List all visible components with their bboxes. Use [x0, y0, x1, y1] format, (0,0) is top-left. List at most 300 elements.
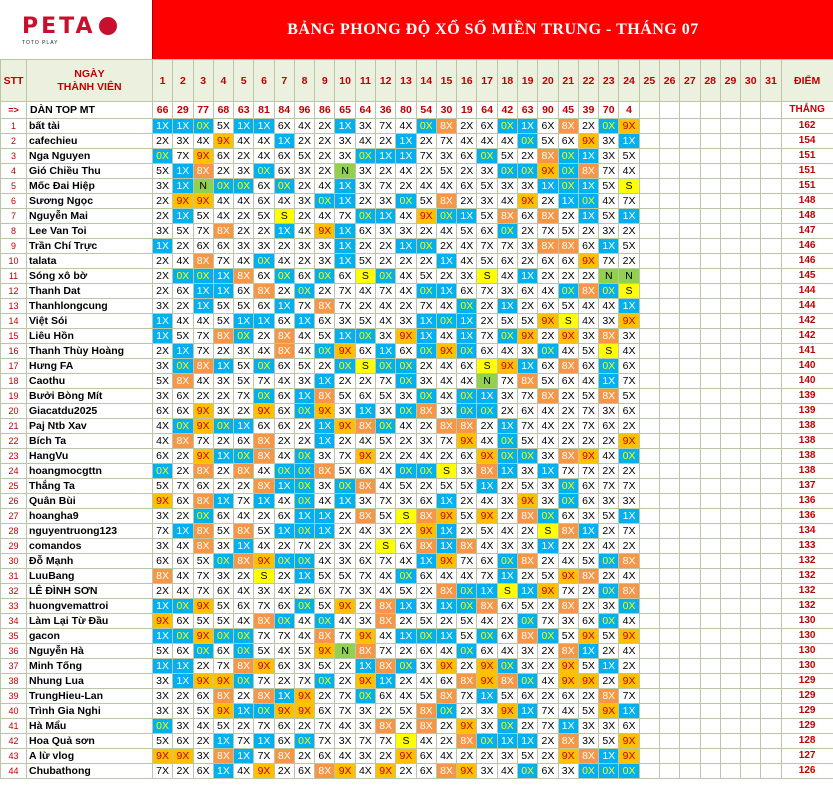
- day-cell: 0X: [599, 584, 619, 599]
- empty-day-cell: [700, 224, 720, 239]
- day-cell: 0X: [619, 764, 639, 779]
- day-cell: 7X: [213, 254, 233, 269]
- member-name: LÊ ĐÌNH SƠN: [26, 584, 152, 599]
- day-cell: 2X: [234, 479, 254, 494]
- day-cell: 2X: [457, 494, 477, 509]
- dan-value: 39: [578, 102, 598, 119]
- day-cell: 1X: [538, 539, 558, 554]
- empty-day-cell: [741, 209, 761, 224]
- member-row: [1, 614, 833, 629]
- day-cell: 4X: [376, 314, 396, 329]
- member-stt: 28: [1, 524, 27, 539]
- day-cell: 6X: [274, 119, 294, 134]
- member-score: 128: [781, 734, 833, 749]
- day-cell: 2X: [477, 314, 497, 329]
- empty-day-cell: [761, 509, 781, 524]
- day-cell: 6X: [416, 494, 436, 509]
- day-cell: 4X: [376, 479, 396, 494]
- day-cell: 8X: [254, 449, 274, 464]
- day-cell: 1X: [315, 419, 335, 434]
- member-stt: 43: [1, 749, 27, 764]
- day-cell: 0X: [477, 629, 497, 644]
- day-cell: 8X: [152, 569, 172, 584]
- member-stt: 15: [1, 329, 27, 344]
- empty-day-cell: [761, 134, 781, 149]
- day-cell: 1X: [213, 449, 233, 464]
- day-cell: 9X: [173, 749, 193, 764]
- member-score: 136: [781, 509, 833, 524]
- day-cell: 1X: [578, 524, 598, 539]
- day-header: 28: [700, 60, 720, 102]
- day-cell: 2X: [538, 644, 558, 659]
- day-cell: 1X: [619, 299, 639, 314]
- day-cell: 1X: [254, 314, 274, 329]
- member-row: [1, 464, 833, 479]
- day-cell: 1X: [619, 209, 639, 224]
- day-cell: 2X: [457, 194, 477, 209]
- day-cell: 3X: [599, 494, 619, 509]
- day-cell: 1X: [173, 659, 193, 674]
- day-cell: 3X: [436, 404, 456, 419]
- day-cell: 0X: [416, 389, 436, 404]
- member-score: 138: [781, 449, 833, 464]
- day-cell: 3X: [152, 224, 172, 239]
- day-cell: 6X: [497, 599, 517, 614]
- day-cell: 2X: [416, 254, 436, 269]
- day-cell: 2X: [274, 539, 294, 554]
- day-cell: 3X: [518, 344, 538, 359]
- empty-day-cell: [659, 164, 679, 179]
- day-cell: 2X: [254, 509, 274, 524]
- day-cell: 2X: [396, 674, 416, 689]
- member-stt: 7: [1, 209, 27, 224]
- day-cell: 4X: [234, 194, 254, 209]
- empty-day-cell: [700, 239, 720, 254]
- day-cell: 1X: [396, 629, 416, 644]
- day-header: 27: [680, 60, 700, 102]
- empty-day-cell: [700, 659, 720, 674]
- empty-day-cell: [761, 434, 781, 449]
- empty-day-cell: [680, 689, 700, 704]
- empty-day-cell: [700, 539, 720, 554]
- day-cell: 9X: [193, 674, 213, 689]
- day-cell: 2X: [497, 479, 517, 494]
- dan-value: 29: [173, 102, 193, 119]
- day-cell: 5X: [497, 149, 517, 164]
- day-cell: 1X: [152, 329, 172, 344]
- day-cell: 6X: [558, 254, 578, 269]
- day-cell: 3X: [234, 344, 254, 359]
- day-cell: 9X: [558, 329, 578, 344]
- day-cell: 1X: [294, 509, 314, 524]
- day-cell: 8X: [254, 614, 274, 629]
- day-cell: 7X: [335, 449, 355, 464]
- day-cell: 9X: [477, 449, 497, 464]
- day-cell: 8X: [558, 599, 578, 614]
- day-cell: 6X: [538, 764, 558, 779]
- day-cell: 7X: [254, 674, 274, 689]
- day-cell: 3X: [193, 749, 213, 764]
- day-header: 29: [720, 60, 740, 102]
- day-cell: 7X: [619, 689, 639, 704]
- member-row: [1, 584, 833, 599]
- day-cell: 3X: [152, 674, 172, 689]
- day-cell: 6X: [213, 584, 233, 599]
- day-cell: 4X: [294, 329, 314, 344]
- day-cell: 2X: [274, 239, 294, 254]
- day-cell: 0X: [497, 659, 517, 674]
- day-cell: 9X: [436, 659, 456, 674]
- day-cell: N: [335, 164, 355, 179]
- day-cell: 1X: [213, 359, 233, 374]
- day-cell: 7X: [376, 554, 396, 569]
- day-cell: 0X: [254, 389, 274, 404]
- day-cell: 2X: [538, 599, 558, 614]
- day-cell: 5X: [355, 254, 375, 269]
- day-cell: 0X: [599, 614, 619, 629]
- empty-day-cell: [700, 554, 720, 569]
- empty-day-cell: [720, 299, 740, 314]
- day-cell: 2X: [152, 134, 172, 149]
- peta-logo: [0, 0, 152, 59]
- day-cell: 5X: [457, 629, 477, 644]
- day-cell: 0X: [477, 734, 497, 749]
- day-cell: 7X: [335, 209, 355, 224]
- day-cell: 7X: [578, 404, 598, 419]
- day-cell: 2X: [294, 419, 314, 434]
- day-cell: 4X: [254, 134, 274, 149]
- day-cell: 6X: [315, 584, 335, 599]
- day-cell: 0X: [416, 464, 436, 479]
- day-cell: 0X: [376, 419, 396, 434]
- empty-day-cell: [659, 479, 679, 494]
- empty-day-cell: [761, 719, 781, 734]
- day-cell: 1X: [497, 569, 517, 584]
- day-cell: 9X: [619, 434, 639, 449]
- empty-day-cell: [700, 179, 720, 194]
- day-cell: 2X: [497, 509, 517, 524]
- day-cell: 2X: [538, 659, 558, 674]
- day-cell: 6X: [274, 389, 294, 404]
- day-cell: 9X: [538, 314, 558, 329]
- day-cell: 5X: [152, 479, 172, 494]
- day-cell: 2X: [152, 254, 172, 269]
- day-cell: 8X: [274, 329, 294, 344]
- day-cell: 6X: [193, 239, 213, 254]
- day-cell: 3X: [152, 509, 172, 524]
- member-name: TrungHieu-Lan: [26, 689, 152, 704]
- day-cell: 7X: [254, 719, 274, 734]
- member-stt: 14: [1, 314, 27, 329]
- day-cell: 2X: [173, 299, 193, 314]
- empty-day-cell: [741, 284, 761, 299]
- day-cell: 1X: [619, 704, 639, 719]
- day-cell: 7X: [193, 344, 213, 359]
- day-cell: 5X: [355, 314, 375, 329]
- empty-day-cell: [741, 719, 761, 734]
- day-cell: 6X: [173, 389, 193, 404]
- day-cell: 0X: [213, 554, 233, 569]
- day-cell: 1X: [599, 659, 619, 674]
- member-name: HangVu: [26, 449, 152, 464]
- day-cell: 9X: [396, 749, 416, 764]
- day-cell: 7X: [355, 734, 375, 749]
- day-cell: 0X: [193, 119, 213, 134]
- empty-day-cell: [700, 404, 720, 419]
- day-cell: 1X: [436, 284, 456, 299]
- day-cell: 8X: [599, 689, 619, 704]
- day-cell: 3X: [578, 509, 598, 524]
- day-cell: 0X: [294, 599, 314, 614]
- day-cell: 1X: [335, 254, 355, 269]
- day-cell: 0X: [152, 464, 172, 479]
- day-cell: 6X: [477, 644, 497, 659]
- day-cell: 4X: [396, 284, 416, 299]
- member-name: Trình Gia Nghi: [26, 704, 152, 719]
- day-cell: 2X: [193, 389, 213, 404]
- empty-day-cell: [741, 509, 761, 524]
- day-cell: 9X: [578, 629, 598, 644]
- day-cell: 9X: [213, 704, 233, 719]
- member-name: Caothu: [26, 374, 152, 389]
- day-cell: 1X: [213, 269, 233, 284]
- day-cell: 0X: [497, 329, 517, 344]
- day-cell: 6X: [274, 404, 294, 419]
- day-cell: S: [619, 284, 639, 299]
- day-cell: 0X: [274, 554, 294, 569]
- day-cell: 5X: [619, 239, 639, 254]
- day-cell: 6X: [294, 269, 314, 284]
- day-cell: 3X: [152, 539, 172, 554]
- empty-day-cell: [680, 239, 700, 254]
- day-cell: 0X: [335, 479, 355, 494]
- day-cell: 6X: [213, 644, 233, 659]
- day-cell: 0X: [234, 179, 254, 194]
- day-cell: S: [497, 584, 517, 599]
- day-cell: 0X: [254, 704, 274, 719]
- day-cell: 6X: [234, 284, 254, 299]
- day-cell: 7X: [477, 329, 497, 344]
- day-cell: 4X: [477, 434, 497, 449]
- day-header: 11: [355, 60, 375, 102]
- day-cell: 2X: [416, 359, 436, 374]
- day-cell: 6X: [558, 689, 578, 704]
- day-cell: 6X: [578, 479, 598, 494]
- member-stt: 1: [1, 119, 27, 134]
- empty-day-cell: [639, 194, 659, 209]
- day-cell: 4X: [335, 749, 355, 764]
- day-cell: 8X: [355, 644, 375, 659]
- member-score: 133: [781, 539, 833, 554]
- day-cell: 9X: [619, 674, 639, 689]
- empty-day-cell: [700, 314, 720, 329]
- day-cell: 0X: [254, 254, 274, 269]
- day-cell: 1X: [234, 314, 254, 329]
- member-stt: 17: [1, 359, 27, 374]
- day-cell: 9X: [497, 704, 517, 719]
- day-cell: 0X: [396, 404, 416, 419]
- empty-day-cell: [700, 374, 720, 389]
- day-cell: 7X: [213, 659, 233, 674]
- day-cell: 8X: [376, 719, 396, 734]
- day-cell: 1X: [173, 209, 193, 224]
- day-cell: 4X: [416, 449, 436, 464]
- day-cell: 4X: [315, 179, 335, 194]
- day-cell: 6X: [173, 404, 193, 419]
- day-cell: 6X: [173, 644, 193, 659]
- day-cell: 2X: [497, 404, 517, 419]
- empty-day-cell: [639, 539, 659, 554]
- day-cell: 2X: [152, 209, 172, 224]
- day-cell: 1X: [152, 239, 172, 254]
- empty-day-cell: [680, 464, 700, 479]
- empty-day-cell: [720, 494, 740, 509]
- empty-day-cell: [700, 449, 720, 464]
- day-cell: 0X: [173, 629, 193, 644]
- member-stt: 2: [1, 134, 27, 149]
- day-cell: 8X: [213, 224, 233, 239]
- day-cell: 0X: [376, 269, 396, 284]
- empty-day-cell: [639, 734, 659, 749]
- day-cell: 6X: [335, 269, 355, 284]
- empty-day-cell: [741, 434, 761, 449]
- member-score: 137: [781, 479, 833, 494]
- day-cell: 4X: [599, 194, 619, 209]
- day-cell: 1X: [578, 644, 598, 659]
- day-cell: 3X: [578, 734, 598, 749]
- member-name: Hoa Quả sơn: [26, 734, 152, 749]
- member-row: [1, 704, 833, 719]
- member-score: 132: [781, 599, 833, 614]
- empty-day-cell: [659, 554, 679, 569]
- day-cell: 3X: [355, 719, 375, 734]
- day-cell: 8X: [538, 389, 558, 404]
- day-cell: 3X: [213, 404, 233, 419]
- day-cell: 4X: [619, 569, 639, 584]
- day-cell: S: [355, 269, 375, 284]
- dan-value: 81: [254, 102, 274, 119]
- day-cell: 2X: [497, 614, 517, 629]
- empty-day-cell: [639, 644, 659, 659]
- day-cell: 0X: [558, 494, 578, 509]
- day-cell: 0X: [274, 464, 294, 479]
- empty-day-cell: [720, 464, 740, 479]
- empty-day-cell: [720, 599, 740, 614]
- day-cell: 8X: [457, 734, 477, 749]
- empty-day-cell: [680, 224, 700, 239]
- member-score: 129: [781, 719, 833, 734]
- day-cell: 2X: [578, 689, 598, 704]
- member-stt: 12: [1, 284, 27, 299]
- empty-day-cell: [761, 224, 781, 239]
- day-cell: 4X: [436, 389, 456, 404]
- day-cell: 5X: [599, 209, 619, 224]
- day-cell: 0X: [599, 359, 619, 374]
- day-cell: 8X: [477, 464, 497, 479]
- day-cell: 0X: [497, 119, 517, 134]
- empty-day-cell: [680, 344, 700, 359]
- day-cell: 7X: [558, 464, 578, 479]
- day-cell: 2X: [396, 644, 416, 659]
- empty-day-cell: [761, 629, 781, 644]
- day-cell: 7X: [436, 134, 456, 149]
- day-cell: 2X: [396, 299, 416, 314]
- day-cell: 9X: [152, 614, 172, 629]
- day-cell: 2X: [396, 449, 416, 464]
- member-score: 140: [781, 374, 833, 389]
- day-cell: 1X: [254, 119, 274, 134]
- day-cell: 0X: [315, 614, 335, 629]
- day-cell: 2X: [396, 719, 416, 734]
- day-cell: 3X: [335, 149, 355, 164]
- day-cell: 3X: [619, 494, 639, 509]
- member-row: [1, 554, 833, 569]
- day-cell: 5X: [518, 749, 538, 764]
- day-cell: 6X: [619, 404, 639, 419]
- day-cell: 2X: [416, 134, 436, 149]
- day-cell: 4X: [355, 284, 375, 299]
- stt-header: STT: [1, 60, 27, 102]
- empty-day-cell: [700, 164, 720, 179]
- day-cell: 3X: [355, 614, 375, 629]
- day-cell: 5X: [213, 614, 233, 629]
- empty-day-cell: [680, 359, 700, 374]
- day-cell: 8X: [416, 509, 436, 524]
- day-cell: S: [599, 344, 619, 359]
- day-cell: 3X: [335, 734, 355, 749]
- day-cell: 7X: [376, 734, 396, 749]
- day-cell: 9X: [416, 209, 436, 224]
- empty-day-cell: [720, 764, 740, 779]
- day-header: 2: [173, 60, 193, 102]
- day-cell: 9X: [457, 764, 477, 779]
- member-name: LuuBang: [26, 569, 152, 584]
- day-cell: 2X: [558, 269, 578, 284]
- empty-day-cell: [741, 194, 761, 209]
- day-cell: 9X: [578, 134, 598, 149]
- empty-day-cell: [639, 554, 659, 569]
- day-cell: 8X: [558, 119, 578, 134]
- dan-label: DÀN TOP MT: [26, 102, 152, 119]
- dan-value: 45: [558, 102, 578, 119]
- empty-day-cell: [720, 209, 740, 224]
- day-cell: 4X: [254, 464, 274, 479]
- day-cell: 2X: [152, 194, 172, 209]
- day-cell: 1X: [436, 524, 456, 539]
- empty-day-cell: [761, 479, 781, 494]
- day-header: 9: [315, 60, 335, 102]
- day-cell: 1X: [558, 194, 578, 209]
- member-name: Paj Ntb Xav: [26, 419, 152, 434]
- member-name: Nguyễn Mai: [26, 209, 152, 224]
- day-cell: 7X: [254, 629, 274, 644]
- empty-day-cell: [741, 554, 761, 569]
- day-cell: 2X: [315, 164, 335, 179]
- member-score: 139: [781, 404, 833, 419]
- day-cell: 4X: [497, 524, 517, 539]
- member-stt: 4: [1, 164, 27, 179]
- dan-value: [720, 102, 740, 119]
- member-row: [1, 284, 833, 299]
- empty-day-cell: [761, 584, 781, 599]
- day-cell: 5X: [213, 299, 233, 314]
- day-cell: 0X: [294, 479, 314, 494]
- day-cell: 3X: [355, 704, 375, 719]
- day-cell: 4X: [234, 509, 254, 524]
- day-cell: 6X: [274, 509, 294, 524]
- day-cell: 5X: [497, 689, 517, 704]
- day-cell: 0X: [355, 149, 375, 164]
